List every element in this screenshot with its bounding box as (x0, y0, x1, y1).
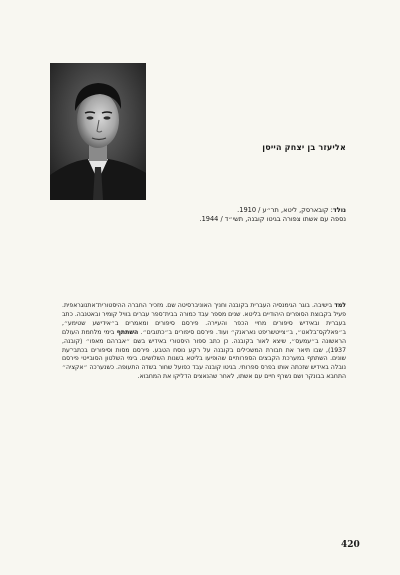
page-number: 420 (341, 540, 360, 550)
born-text: : קובארסק, ליטא, תר״ע / 1910. (237, 206, 333, 214)
birth-line (96, 206, 346, 215)
born-label: נולד (332, 206, 346, 214)
biography-paragraph (62, 302, 346, 382)
birth-death-info (96, 206, 346, 224)
death-line: נספה עם אשתו צפורה בגיטו קובנה, תשי״ד / 1944. (199, 215, 346, 223)
participated-text: בימי מלחמת העולם הראשונה ב״עמעס״, שיצא לאור בקובנה. כן כתב ספור היסטורי באידיש בשם ״אברהם מאפו״ (קובנה, 1937), שבו תיאר את חבורת המשכילים בקובנה על רקע נוסח הטבע. פירסם מסות וסיפורים בכתבי־עת שונים. השתתף במערכת הקבצים הספרותיים שהופיעו בליטא בשנות השלושים. בימי השלטון הסובייטי פירסם נובלה באידיש שזכתה אותו בפרס ספרותי. בגיטו קובנה עבד כפועל שחור בשדה התעופה. כשנערכה ״אקציה״ התחבא בבונקר ושם נשרף חיים עם אשתו, לאחר שהנאצים הדליקו את המחבוא. (62, 328, 346, 381)
studied-label: למד (334, 302, 346, 309)
author-portrait-photo (50, 63, 146, 200)
studied-text: בישיבה. בוגר הגימנסיה העברית בקובנה וחניך האוניברסיטה שם. מזכיר החברה ההיסטורית־אתנוגראפית. פעיל בקבוצת הסופרים היהודיים בליטא. שנים מספר עבד כמורה בבית־ספר עברים בוויל קומיר ובאטנבה. כתב בעברית ובאידיש סיפורים מחיי הכפר והעיירה. פירסם סיפורים ומאמרים ב״אידישע שטימע״, ב״פאלקס־בלאט״, ב״צייטשריפט נאראנק״ ועוד. פירסם סיפורים ב״כתובים״. (62, 302, 347, 336)
participated-label: השתתף (116, 328, 139, 336)
author-name-heading: אליעזר בן יצחק הייסן (262, 143, 346, 152)
